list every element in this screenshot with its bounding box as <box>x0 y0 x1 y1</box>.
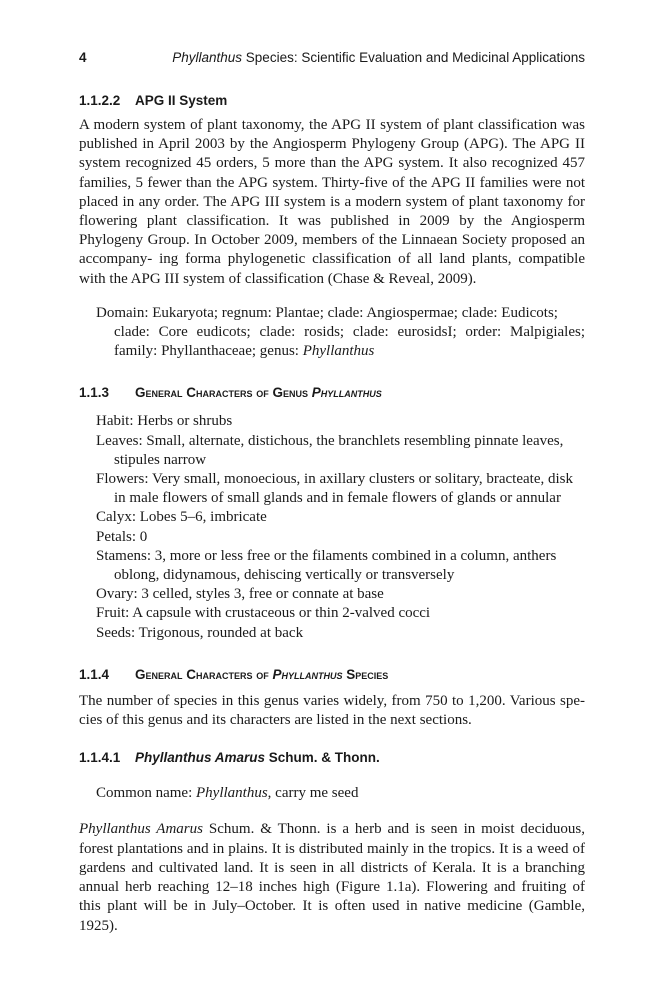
paragraph-line: forest plantations and in plains. It is distributed mainly in the tropics. It is a weed <box>79 840 569 857</box>
taxonomy-continuation <box>96 323 585 361</box>
paragraph-line: cies of this genus and its characters are listed in the next sections. <box>79 712 472 729</box>
heading-1-1-4-1 <box>79 749 585 767</box>
taxonomy-genus: Phyllanthus <box>302 343 375 360</box>
paragraph-line: ing forma phylogenetic classification of all land plants, compatible with the APG III <box>79 251 585 287</box>
heading-1-1-4 <box>79 666 585 684</box>
heading-number: 1.1.3 <box>79 385 110 401</box>
list-item: Habit: Herbs or shrubs <box>96 413 233 430</box>
paragraph-line: system of classification (Chase & Reveal, 2009). <box>183 270 477 287</box>
amarus-paragraph: Phyllanthus Amarus Schum. & Thonn. is a herb and is seen in moist deciduous, forest plantations and in plains. It is distributed mainly in the tropics. It is a weed of gardens and cultivated land. It is seen in all districts of Kerala. It is a branching annual herb reaching 12–18 inches high (Figure 1.1a). Flowering and fruiting of this plant will be in July–October. It is often used in native medicine (Gamble, 1925). <box>79 821 585 934</box>
taxonomy-line: Domain: Eukaryota; regnum: Plantae; clade: Angiospermae; clade: Eudicots; <box>96 304 558 321</box>
heading-1-1-3 <box>79 384 585 402</box>
page-body <box>79 92 585 936</box>
heading-number: 1.1.2.2 <box>79 93 121 108</box>
species-paragraph <box>79 692 585 730</box>
heading-number: 1.1.4.1 <box>79 750 121 766</box>
paragraph-line: of gardens and cultivated land. It is seen in all districts of Kerala. It is a branching <box>79 840 585 876</box>
common-name-line: Common name: Phyllanthus, carry me seed <box>96 785 359 802</box>
list-item: Stamens: 3, more or less free or the filaments combined in a column, anthers oblong, didynamous, dehiscing vertically or transversely <box>96 547 557 584</box>
paragraph-line: flowering plant classification. It was published in 2009 by the Angiosperm Phylogeny <box>79 213 585 249</box>
taxonomy-line: family: Phyllanthaceae; genus: <box>114 343 303 360</box>
list-item: Leaves: Small, alternate, distichous, the branchlets resembling pinnate leaves, stipules narrow <box>96 432 564 468</box>
apg-paragraph <box>79 116 585 289</box>
heading-title: General Characters of Genus <box>135 385 312 401</box>
heading-genus: Phyllanthus <box>272 666 343 682</box>
heading-title: APG II System <box>135 93 228 108</box>
paragraph-line: plant will be in July–October. It is often used in native medicine (Gamble, 1925). <box>79 898 585 934</box>
species-name: Phyllanthus Amarus <box>79 821 203 838</box>
list-item: Ovary: 3 celled, styles 3, free or connate at base <box>96 586 384 603</box>
taxonomy-block <box>79 304 585 362</box>
heading-title-suffix: Species <box>342 666 389 682</box>
paragraph-line: The number of species in this genus varies widely, from 750 to 1,200. Various spe- <box>79 692 585 709</box>
paragraph-line: placed in any order. The APG III system is a modern system of plant taxonomy for <box>79 193 585 210</box>
heading-number: 1.1.4 <box>79 666 110 682</box>
paragraph-line: annual herb reaching 12–18 inches high (Figure 1.1a). Flowering and fruiting of this <box>79 879 585 915</box>
list-item: Flowers: Very small, monoecious, in axillary clusters or solitary, bracteate, disk in male flowers of small glands and in female flowers of glands or annular <box>96 471 573 507</box>
running-title <box>172 50 585 65</box>
taxonomy-line: clade: Core eudicots; clade: rosids; clade: eurosidsI; order: Malpigiales; <box>114 324 585 341</box>
heading-title: General Characters of <box>135 666 273 682</box>
paragraph-line: system recognized 45 orders, 5 more than the APG system. It also recognized 457 <box>79 155 585 172</box>
heading-species: Phyllanthus Amarus <box>135 750 266 766</box>
paragraph-line: A modern system of plant taxonomy, the APG II system of plant classification was <box>79 117 585 133</box>
genus-characters-list <box>79 412 585 642</box>
heading-1-1-2-2 <box>79 92 585 110</box>
heading-authority: Schum. & Thonn. <box>265 750 380 766</box>
running-title-genus: Phyllanthus <box>172 50 243 65</box>
list-item: Seeds: Trigonous, rounded at back <box>96 624 304 641</box>
paragraph-line: Group. In October 2009, members of the Linnaean Society proposed an accompany- <box>79 232 585 268</box>
running-title-rest: Species: Scientific Evaluation and Medicinal Applications <box>242 50 585 65</box>
common-name-genus: Phyllanthus <box>196 785 268 802</box>
page-number: 4 <box>79 50 87 65</box>
heading-genus: Phyllanthus <box>311 385 382 401</box>
list-item: Fruit: A capsule with crustaceous or thin 2-valved cocci <box>96 605 431 622</box>
list-item: Calyx: Lobes 5–6, imbricate <box>96 509 267 526</box>
list-item: Petals: 0 <box>96 528 148 545</box>
paragraph-line: families, 5 fewer than the APG system. Thirty-five of the APG II families were not <box>79 174 585 191</box>
paragraph-line: published in April 2003 by the Angiosperm Phylogeny Group (APG). The APG II <box>79 136 585 153</box>
